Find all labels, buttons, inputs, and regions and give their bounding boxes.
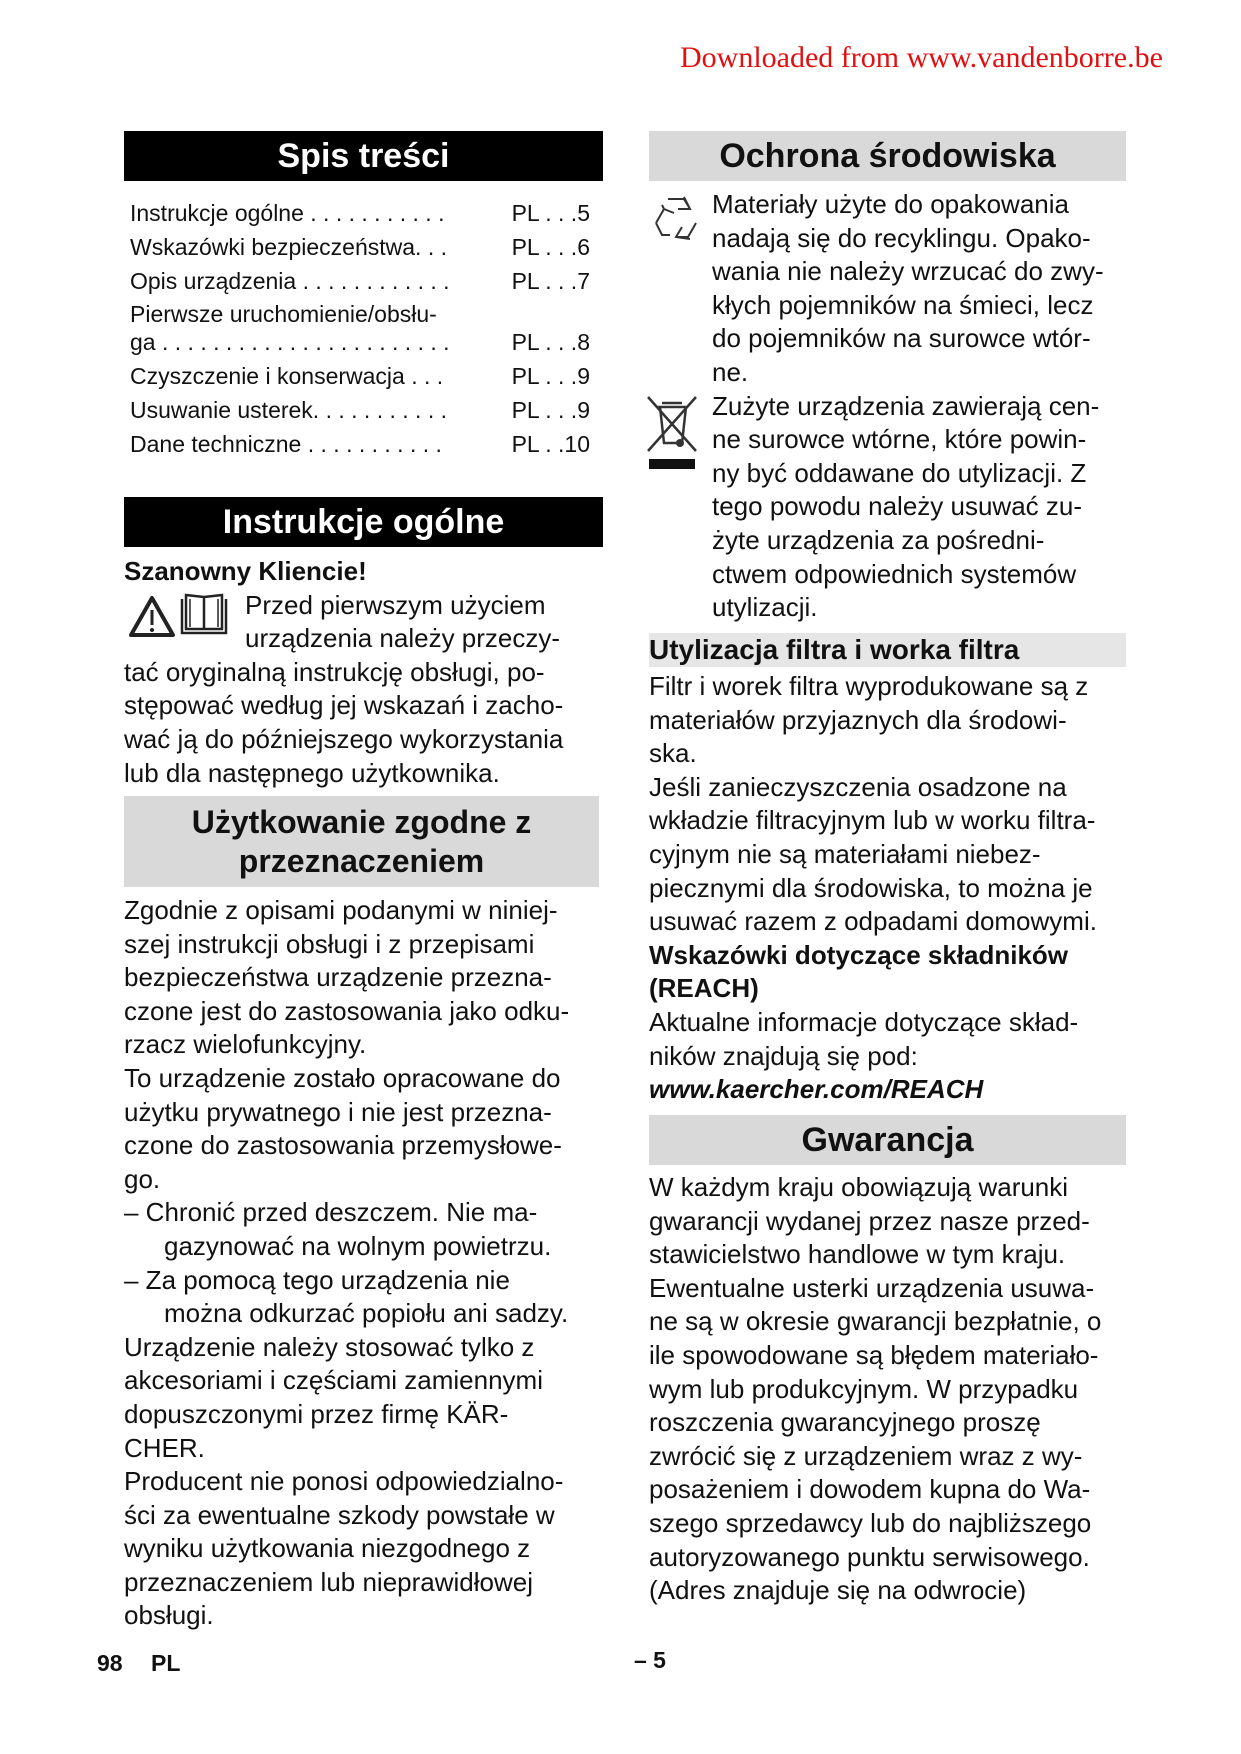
section-title-line: Użytkowanie zgodne z xyxy=(191,803,532,840)
text-line: ne są w okresie gwarancji bezpłatnie, o xyxy=(649,1306,1102,1337)
text-line: wkładzie filtracyjnym lub w worku filtra- xyxy=(649,805,1096,836)
page-number: 98 xyxy=(97,1650,123,1676)
text-line: ska. xyxy=(649,738,697,769)
toc-item-label: Opis urządzenia . . . . . . . . . . . . xyxy=(130,267,450,294)
text-line: Aktualne informacje dotyczące skład- xyxy=(649,1006,1079,1037)
text-line: (Adres znajduje się na odwrocie) xyxy=(649,1575,1027,1606)
text-line: czone do zastosowania przemysłowe- xyxy=(124,1130,562,1161)
text-line: kłych pojemników na śmieci, lecz xyxy=(712,289,1094,320)
page-footer xyxy=(97,1650,180,1677)
text-line: utylizacji. xyxy=(712,592,818,623)
text-line: materiałów przyjaznych dla środowi- xyxy=(649,704,1067,735)
link-text[interactable]: www.kaercher.com/REACH xyxy=(649,1074,984,1105)
toc-item-page: PL . . .9 xyxy=(511,363,590,390)
toc-item[interactable] xyxy=(130,231,590,265)
text-line: gwarancji wydanej przez nasze przed- xyxy=(649,1205,1090,1236)
manual-book-icon xyxy=(178,591,230,637)
text-line: akcesoriami i częściami zamiennymi xyxy=(124,1365,543,1396)
text-line: nadają się do recyklingu. Opako- xyxy=(712,222,1091,253)
text-line: zwrócić się z urządzeniem wraz z wy- xyxy=(649,1440,1083,1471)
text-line: To urządzenie zostało opracowane do xyxy=(124,1062,561,1093)
warranty-text xyxy=(649,1171,1101,1608)
text-line: Zgodnie z opisami podanymi w niniej- xyxy=(124,895,558,925)
toc-item-page: PL . .10 xyxy=(511,430,590,457)
text-line: – Chronić przed deszczem. Nie ma- xyxy=(124,1197,538,1228)
toc-item[interactable] xyxy=(130,298,590,326)
text-line: czone jest do zastosowania jako odku- xyxy=(124,995,570,1026)
text-line: ctwem odpowiednich systemów xyxy=(712,558,1077,589)
text-line: gazynować na wolnym powietrzu. xyxy=(164,1230,552,1261)
toc-item[interactable] xyxy=(130,394,590,428)
intro-line: Przed pierwszym użyciem xyxy=(245,589,546,620)
section-title-intended-use xyxy=(124,796,599,887)
section-title-line: przeznaczeniem xyxy=(238,842,485,879)
text-line: – Za pomocą tego urządzenia nie xyxy=(124,1264,510,1295)
section-title-warranty: Gwarancja xyxy=(649,1115,1126,1165)
text-line: (REACH) xyxy=(649,973,759,1004)
environment-text xyxy=(712,188,1104,625)
intro-line: wać ją do późniejszego wykorzystania xyxy=(124,723,564,754)
warning-icon xyxy=(128,595,176,639)
text-line: Wskazówki dotyczące składników xyxy=(649,939,1069,970)
intended-use-text xyxy=(124,894,569,1633)
toc-item[interactable] xyxy=(130,360,590,394)
crossed-bin-icon xyxy=(646,393,698,473)
recycle-icon xyxy=(650,193,702,245)
text-line: tego powodu należy usuwać zu- xyxy=(712,491,1083,522)
text-line: Materiały użyte do opakowania xyxy=(712,189,1069,219)
text-line: rzacz wielofunkcyjny. xyxy=(124,1029,367,1060)
text-line: szego sprzedawcy lub do najbliższego xyxy=(649,1507,1092,1538)
toc-item-label: Usuwanie usterek. . . . . . . . . . . xyxy=(130,396,448,423)
text-line: CHER. xyxy=(124,1432,205,1463)
text-line: cyjnym nie są materiałami niebez- xyxy=(649,838,1041,869)
table-of-contents xyxy=(130,197,590,462)
text-line: Filtr i worek filtra wyprodukowane są z xyxy=(649,671,1089,701)
text-line: Producent nie ponosi odpowiedzialno- xyxy=(124,1466,564,1497)
text-line: Zużyte urządzenia zawierają cen- xyxy=(712,390,1100,421)
text-line: obsługi. xyxy=(124,1600,214,1631)
greeting: Szanowny Kliencie! xyxy=(124,556,367,586)
text-line: roszczenia gwarancyjnego proszę xyxy=(649,1407,1041,1438)
general-section xyxy=(124,555,563,790)
intro-line: tać oryginalną instrukcję obsługi, po- xyxy=(124,656,545,687)
toc-item[interactable] xyxy=(130,326,590,360)
text-line: Ewentualne usterki urządzenia usuwa- xyxy=(649,1272,1095,1303)
text-line: posażeniem i dowodem kupna do Wa- xyxy=(649,1474,1091,1505)
text-line: wania nie należy wrzucać do zwy- xyxy=(712,256,1104,287)
intro-line: urządzenia należy przeczy- xyxy=(245,623,561,654)
filter-text xyxy=(649,670,1097,1107)
toc-item-label: Pierwsze uruchomienie/obsłu- xyxy=(130,301,437,328)
text-line: usuwać razem z odpadami domowymi. xyxy=(649,906,1097,937)
toc-title: Spis treści xyxy=(124,131,603,181)
text-line: autoryzowanego punktu serwisowego. xyxy=(649,1541,1090,1572)
intro-line: lub dla następnego użytkownika. xyxy=(124,757,500,788)
toc-item-label: ga . . . . . . . . . . . . . . . . . . . . . . . xyxy=(130,329,450,356)
text-line: W każdym kraju obowiązują warunki xyxy=(649,1172,1069,1202)
text-line: użytku prywatnego i nie jest przezna- xyxy=(124,1096,552,1127)
toc-item[interactable] xyxy=(130,428,590,462)
text-line: można odkurzać popiołu ani sadzy. xyxy=(164,1298,569,1329)
toc-item-page: PL . . .8 xyxy=(511,329,590,356)
text-line: ści za ewentualne szkody powstałe w xyxy=(124,1499,555,1530)
text-line: Jeśli zanieczyszczenia osadzone na xyxy=(649,771,1067,802)
text-line: ne surowce wtórne, które powin- xyxy=(712,424,1087,455)
text-line: ne. xyxy=(712,356,749,387)
text-line: piecznymi dla środowiska, to można je xyxy=(649,872,1093,903)
text-line: Urządzenie należy stosować tylko z xyxy=(124,1331,535,1362)
language-code: PL xyxy=(150,1650,181,1676)
subsection-title-filter: Utylizacja filtra i worka filtra xyxy=(649,633,1126,667)
toc-item-page: PL . . .6 xyxy=(511,233,590,260)
section-title-general: Instrukcje ogólne xyxy=(124,497,603,547)
toc-item-page: PL . . .5 xyxy=(511,200,590,226)
toc-item-label: Czyszczenie i konserwacja . . . xyxy=(130,363,444,390)
toc-item-label: Wskazówki bezpieczeństwa. . . xyxy=(130,233,448,260)
text-line: wyniku użytkowania niezgodnego z xyxy=(124,1533,531,1564)
intro-line: stępować według jej wskazań i zacho- xyxy=(124,690,564,721)
text-line: przeznaczeniem lub nieprawidłowej xyxy=(124,1566,533,1597)
text-line: szej instrukcji obsługi i z przepisami xyxy=(124,928,535,959)
footer-center: – 5 xyxy=(634,1647,666,1673)
text-line: stawicielstwo handlowe w tym kraju. xyxy=(649,1239,1066,1270)
text-line: dopuszczonymi przez firmę KÄR- xyxy=(124,1398,509,1429)
text-line: bezpieczeństwa urządzenie przezna- xyxy=(124,962,552,993)
section-title-environment: Ochrona środowiska xyxy=(649,131,1126,181)
toc-item-label: Instrukcje ogólne . . . . . . . . . . . xyxy=(130,200,445,226)
text-line: ników znajdują się pod: xyxy=(649,1040,918,1071)
text-line: do pojemników na surowce wtór- xyxy=(712,323,1091,354)
text-line: ny być oddawane do utylizacji. Z xyxy=(712,457,1087,488)
toc-item[interactable] xyxy=(130,265,590,299)
toc-item-page: PL . . .9 xyxy=(511,396,590,423)
text-line: go. xyxy=(124,1163,161,1194)
toc-item-page: PL . . .7 xyxy=(511,267,590,294)
toc-item-label: Dane techniczne . . . . . . . . . . . xyxy=(130,430,442,457)
text-line: wym lub produkcyjnym. W przypadku xyxy=(649,1373,1079,1404)
watermark: Downloaded from www.vandenborre.be xyxy=(680,41,1163,74)
text-line: ile spowodowane są błędem materiało- xyxy=(649,1339,1099,1370)
text-line: żyte urządzenia za pośredni- xyxy=(712,524,1045,555)
toc-item[interactable] xyxy=(130,197,590,231)
